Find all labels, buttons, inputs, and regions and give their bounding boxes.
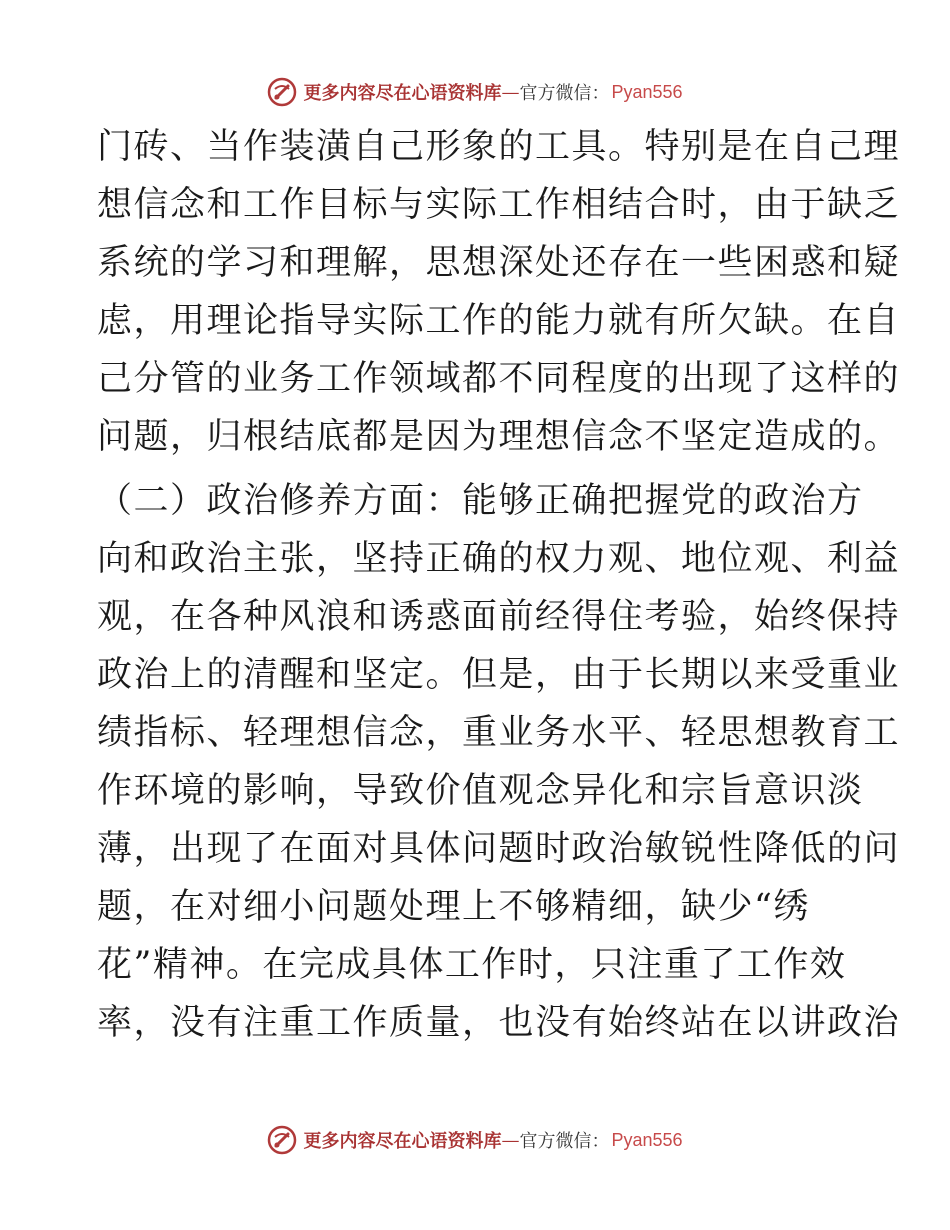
text-line: 题，在对细小问题处理上不够精细，缺少“绣 [97,887,810,927]
text-line: 花”精神。在完成具体工作时，只注重了工作效 [97,945,847,985]
header-banner [0,72,950,112]
banner-title: 更多内容尽在心语资料库 [303,1131,502,1152]
document-body [97,118,901,1052]
text-line: 问题，归根结底都是因为理想信念不坚定造成的。 [97,417,901,457]
footer-banner [0,1120,950,1160]
banner-wechat-label: 官方微信： [519,1131,610,1152]
text-line: 己分管的业务工作领域都不同程度的出现了这样的 [97,359,901,399]
text-line: 政治上的清醒和坚定。但是，由于长期以来受重业 [97,655,901,695]
banner-separator: — [501,1129,520,1151]
text-line: （二）政治修养方面：能够正确把握党的政治方 [97,481,864,521]
paragraph-1 [97,118,901,466]
brand-logo-icon [267,77,297,107]
text-line: 向和政治主张，坚持正确的权力观、地位观、利益 [97,539,901,579]
text-line: 薄，出现了在面对具体问题时政治敏锐性降低的问 [97,829,901,869]
banner-separator: — [501,81,520,103]
text-line: 率，没有注重工作质量，也没有始终站在以讲政治 [97,1003,901,1043]
text-line: 系统的学习和理解，思想深处还存在一些困惑和疑 [97,243,901,283]
text-line: 绩指标、轻理想信念，重业务水平、轻思想教育工 [97,713,901,753]
text-line: 想信念和工作目标与实际工作相结合时，由于缺乏 [97,185,901,225]
paragraph-2 [97,472,901,1052]
brand-logo-icon [267,1125,297,1155]
banner-wechat-id: Pyan556 [611,81,683,102]
text-line: 观，在各种风浪和诱惑面前经得住考验，始终保持 [97,597,901,637]
text-line: 虑，用理论指导实际工作的能力就有所欠缺。在自 [97,301,901,341]
banner-wechat-id: Pyan556 [611,1129,683,1150]
banner-title: 更多内容尽在心语资料库 [303,83,502,104]
text-line: 作环境的影响，导致价值观念异化和宗旨意识淡 [97,771,864,811]
text-line: 门砖、当作装潢自己形象的工具。特别是在自己理 [97,127,901,167]
banner-wechat-label: 官方微信： [519,83,610,104]
